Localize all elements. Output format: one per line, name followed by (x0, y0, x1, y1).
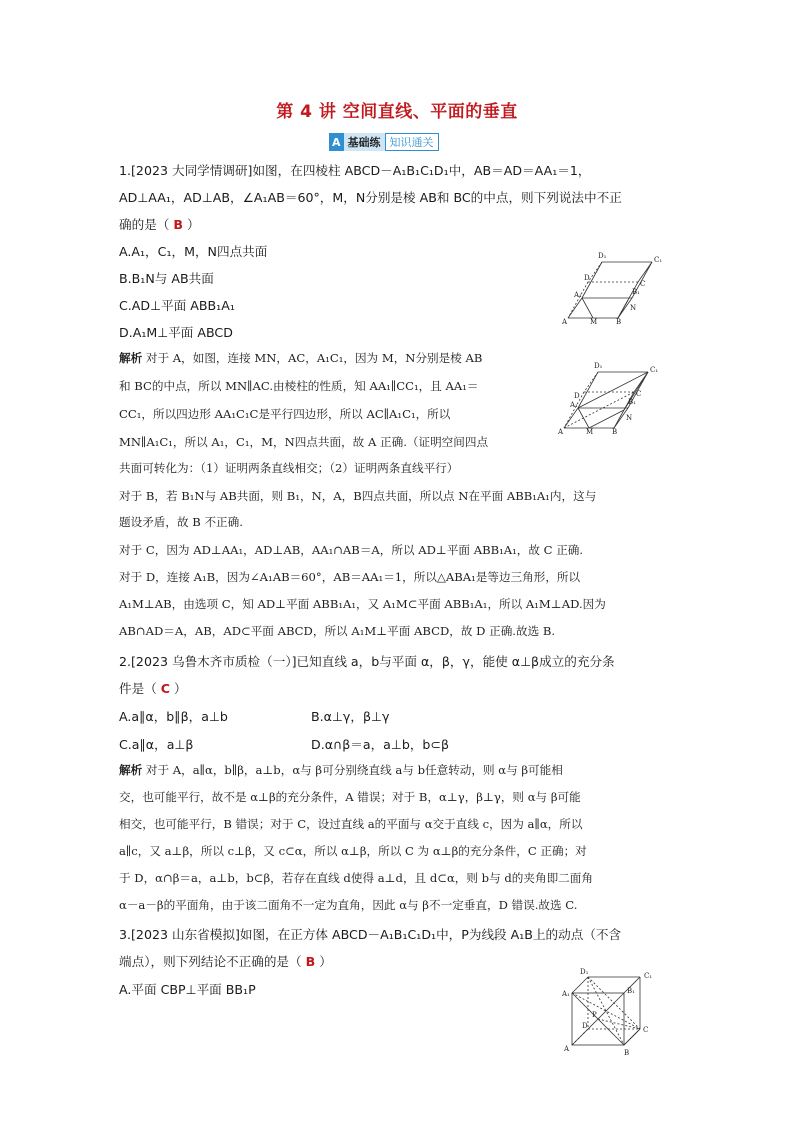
fig3-label-b: B (624, 1049, 630, 1057)
fig3-label-a1: A₁ (562, 990, 570, 998)
fig2-label-b1: B₁ (628, 398, 636, 406)
q2-solution-line4: a∥c，又 a⊥β，所以 c⊥β，又 c⊂α，所以 α⊥β，所以 C 为 α⊥β的充分条件，C 正确；对 (119, 844, 587, 858)
q1-option-b: B.B₁N与 AB共面 (119, 271, 214, 286)
q1-solution-label: 解析 (119, 351, 143, 365)
fig2-label-b: B (612, 428, 618, 435)
fig1-label-m: M (590, 318, 598, 325)
q3-option-a: A.平面 CBP⊥平面 BB₁P (119, 982, 256, 997)
fig3-label-c: C (643, 1026, 649, 1034)
q2-option-b: B.α⊥γ，β⊥γ (311, 709, 390, 724)
q1-solution-line6: 对于 B，若 B₁N与 AB共面，则 B₁，N，A，B四点共面，所以点 N在平面 ABB₁A₁内，这与 (119, 489, 597, 503)
q2-option-c: C.a∥α，a⊥β (119, 737, 194, 752)
q2-answer: C (160, 681, 171, 696)
q2-solution-line2: 交，也可能平行，故不是 α⊥β的充分条件，A 错误；对于 B，α⊥γ，β⊥γ，则 α与 β可能 (119, 790, 581, 804)
fig2-label-d: D (574, 392, 580, 400)
q1-solution-figure (556, 360, 666, 435)
fig3-label-d1: D₁ (580, 968, 589, 976)
fig3-label-b1: B₁ (627, 987, 635, 995)
q1-option-a: A.A₁，C₁，M，N四点共面 (119, 244, 268, 259)
q1-stem-line1: 1.[2023 大同学情调研]如图，在四棱柱 ABCD－A₁B₁C₁D₁中，AB＝AD＝AA₁＝1， (119, 163, 591, 178)
fig1-label-b: B (616, 318, 622, 325)
q2-solution-line6: α－a－β的平面角，由于该二面角不一定为直角，因此 α与 β不一定垂直，D 错误.故选 C. (119, 898, 578, 912)
q1-option-c: C.AD⊥平面 ABB₁A₁ (119, 298, 235, 313)
section-badge (329, 133, 439, 151)
q1-solution-line1: 解析 对于 A，如图，连接 MN，AC，A₁C₁，因为 M，N分别是棱 AB (119, 351, 483, 365)
q1-option-d: D.A₁M⊥平面 ABCD (119, 325, 233, 340)
fig1-label-a: A (562, 318, 568, 325)
fig3-label-p: P (592, 1011, 597, 1019)
fig2-label-d1: D₁ (594, 362, 603, 370)
q1-prism-figure (560, 250, 670, 325)
fig1-label-d: D (584, 274, 590, 282)
badge-letter: A (329, 133, 344, 151)
q1-stem-line3: 确的是（ B ） (119, 217, 200, 232)
fig2-label-a: A (558, 428, 564, 435)
q2-option-d: D.α∩β＝a，a⊥b，b⊂β (311, 737, 450, 752)
fig3-label-c1: C₁ (644, 972, 653, 980)
fig1-label-d1: D₁ (598, 252, 607, 260)
q3-answer: B (305, 954, 316, 969)
q1-solution-line3: CC₁，所以四边形 AA₁C₁C是平行四边形，所以 AC∥A₁C₁，所以 (119, 407, 451, 421)
fig1-label-c: C (640, 280, 646, 288)
fig3-label-a: A (564, 1045, 570, 1053)
fig1-label-a1: A₁ (574, 291, 582, 299)
fig3-label-d: D (582, 1022, 588, 1030)
badge-topic: 知识通关 (385, 133, 439, 151)
q3-stem-line2: 端点），则下列结论不正确的是（ B ） (119, 954, 332, 969)
q1-stem-line2: AD⊥AA₁，AD⊥AB，∠A₁AB＝60°，M，N分别是棱 AB和 BC的中点，则下列说法中不正 (119, 190, 622, 205)
q1-solution-line5: 共面可转化为：（1）证明两条直线相交；（2）证明两条直线平行） (119, 461, 459, 475)
q1-answer: B (173, 217, 183, 232)
q1-solution-line2: 和 BC的中点，所以 MN∥AC.由棱柱的性质，知 AA₁∥CC₁，且 AA₁＝ (119, 379, 479, 393)
fig2-label-m: M (586, 428, 594, 435)
q2-solution-line1: 解析 对于 A，a∥α，b∥β，a⊥b，α与 β可分别绕直线 a与 b任意转动，则 α与 β可能相 (119, 763, 563, 777)
q1-solution-line10: A₁M⊥AB，由选项 C，知 AD⊥平面 ABB₁A₁，又 A₁M⊂平面 ABB₁A₁，所以 A₁M⊥AD.因为 (119, 597, 606, 611)
q1-solution-line11: AB∩AD＝A，AB，AD⊂平面 ABCD，所以 A₁M⊥平面 ABCD，故 D 正确.故选 B. (119, 624, 556, 638)
fig2-label-c: C (636, 390, 642, 398)
fig2-label-a1: A₁ (570, 401, 578, 409)
fig2-label-n: N (626, 414, 633, 422)
badge-level: 基础练 (344, 133, 385, 151)
q1-solution-line9: 对于 D，连接 A₁B，因为∠A₁AB＝60°，AB＝AA₁＝1，所以△ABA₁是等边三角形，所以 (119, 570, 581, 584)
q3-cube-figure (556, 965, 666, 1060)
q1-solution-line7: 题设矛盾，故 B 不正确. (119, 515, 243, 529)
fig2-label-c1: C₁ (650, 366, 659, 374)
fig1-label-b1: B₁ (632, 288, 640, 296)
q2-solution-line5: 于 D，α∩β＝a，a⊥b，b⊂β，若存在直线 d使得 a⊥d，且 d⊂α，则 b与 d的夹角即二面角 (119, 871, 593, 885)
q2-solution-line3: 相交，也可能平行，B 错误；对于 C，设过直线 a的平面与 α交于直线 c，因为 a∥α，所以 (119, 817, 583, 831)
q3-stem-line1: 3.[2023 山东省模拟]如图，在正方体 ABCD－A₁B₁C₁D₁中，P为线段 A₁B上的动点（不含 (119, 927, 622, 942)
q2-solution-label: 解析 (119, 763, 143, 777)
q1-solution-line8: 对于 C，因为 AD⊥AA₁，AD⊥AB，AA₁∩AB＝A，所以 AD⊥平面 ABB₁A₁，故 C 正确. (119, 543, 584, 557)
q2-stem-line2: 件是（ C ） (119, 681, 187, 696)
fig1-label-n: N (630, 304, 637, 312)
page-title: 第 4 讲 空间直线、平面的垂直 (276, 102, 518, 122)
q2-option-a: A.a∥α，b∥β，a⊥b (119, 709, 228, 724)
q2-stem-line1: 2.[2023 乌鲁木齐市质检（一）]已知直线 a，b与平面 α，β，γ，能使 α⊥β成立的充分条 (119, 654, 615, 669)
fig1-label-c1: C₁ (654, 256, 663, 264)
q1-solution-line4: MN∥A₁C₁，所以 A₁，C₁，M，N四点共面，故 A 正确.（证明空间四点 (119, 435, 489, 449)
